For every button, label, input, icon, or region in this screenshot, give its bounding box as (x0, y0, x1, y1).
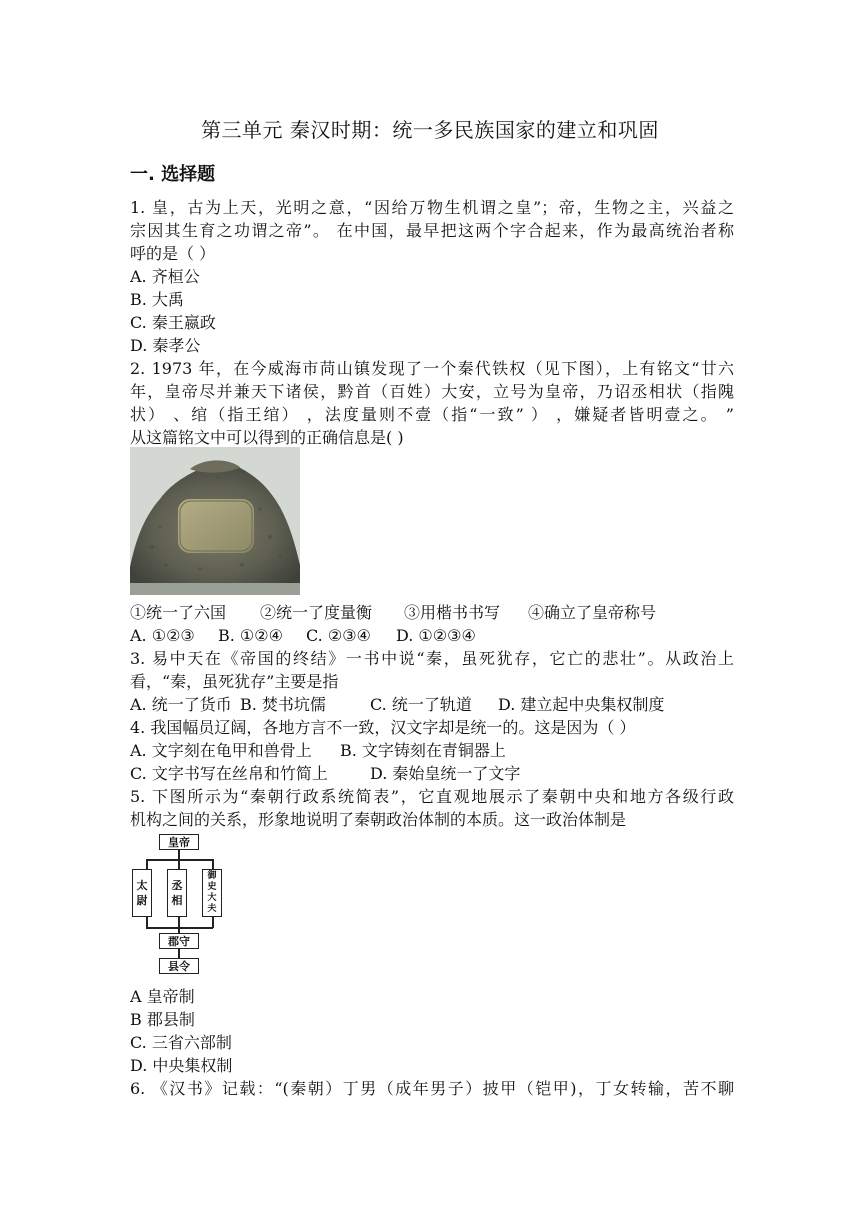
q5-line-1: 5. 下图所示为“秦朝行政系统简表”，它直观地展示了秦朝中央和地方各级行政 (130, 787, 734, 806)
q2-statements (130, 601, 734, 624)
chart-char: 大 (207, 893, 217, 903)
chart-box-yushidafu (202, 869, 222, 917)
q3-line-2: 看，“秦，虽死犹存”主要是指 (130, 672, 339, 691)
q4-option-a: A. 文字刻在龟甲和兽骨上 (130, 741, 312, 760)
q2-line-3: 状） 、绾（指王绾） ，法度量则不壹（指“一致” ） ，嫌疑者皆明壹之。 ” (130, 405, 734, 424)
chart-box-taiwei (132, 869, 152, 917)
q5-option-a: A 皇帝制 (130, 987, 195, 1006)
q2-line-2: 年，皇帝尽并兼天下诸侯，黔首（百姓）大安，立号为皇帝，乃诏丞相状（指隗 (130, 382, 734, 401)
chart-char: 史 (207, 882, 217, 892)
q1-option-b: B. 大禹 (130, 290, 184, 309)
q5-option-d: D. 中央集权制 (130, 1056, 233, 1075)
q4-line: 4. 我国幅员辽阔，各地方言不一致，汉文字却是统一的。这是因为（ ） (130, 718, 636, 737)
q4-option-d: D. 秦始皇统一了文字 (370, 764, 521, 783)
q2-statement-3: ③用楷书书写 (404, 603, 501, 622)
chart-connector (178, 850, 180, 859)
chart-char: 相 (171, 894, 183, 907)
chart-connector (178, 917, 180, 933)
q3-line-1: 3. 易中天在《帝国的终结》一书中说“秦，虽死犹存，它亡的悲壮”。从政治上 (130, 649, 734, 668)
q3-option-d: D. 建立起中央集权制度 (498, 695, 665, 714)
q4-option-b: B. 文字铸刻在青铜器上 (340, 741, 506, 760)
q3-option-c: C. 统一了轨道 (370, 695, 472, 714)
q2-line-1: 2. 1973 年，在今威海市苘山镇发现了一个秦代铁权（见下图），上有铭文“廿六 (130, 359, 734, 378)
q2-option-d: D. ①②③④ (396, 626, 476, 645)
chart-box-xianling: 县令 (159, 958, 199, 974)
q4-option-c: C. 文字书写在丝帛和竹简上 (130, 764, 328, 783)
chart-connector (146, 859, 148, 869)
q1-line-3: 呼的是（ ） (130, 244, 216, 263)
q3-option-a: A. 统一了货币 (130, 695, 232, 714)
chart-char: 丞 (171, 879, 183, 892)
chart-box-junshou: 郡守 (159, 933, 199, 949)
q4-options-row-2 (130, 762, 734, 785)
q1-option-a: A. 齐桓公 (130, 267, 200, 286)
chart-connector (212, 859, 214, 869)
iron-weight-image (130, 447, 300, 595)
iron-weight-photo (130, 447, 300, 595)
q4-options-row-1 (130, 739, 734, 762)
q3-option-b: B. 焚书坑儒 (240, 695, 326, 714)
q5-option-b: B 郡县制 (130, 1010, 195, 1029)
q2-option-b: B. ①②④ (218, 626, 283, 645)
q2-options (130, 624, 734, 647)
chart-connector (146, 927, 213, 929)
chart-char: 御 (207, 871, 217, 881)
chart-box-chengxiang (167, 869, 187, 917)
q2-option-c: C. ②③④ (306, 626, 371, 645)
q1-option-d: D. 秦孝公 (130, 336, 201, 355)
q5-line-2: 机构之间的关系，形象地说明了秦朝政治体制的本质。这一政治体制是 (130, 810, 627, 829)
q1-line-1: 1. 皇，古为上天，光明之意，“因给万物生机谓之皇”；帝，生物之主，兴益之 (130, 198, 734, 217)
section-heading: 一. 选择题 (130, 164, 216, 185)
qin-admin-chart (130, 832, 230, 977)
chart-box-emperor: 皇帝 (159, 834, 199, 850)
q2-option-a: A. ①②③ (130, 626, 195, 645)
q1-option-c: C. 秦王嬴政 (130, 313, 216, 332)
page-title: 第三单元 秦汉时期：统一多民族国家的建立和巩固 (201, 118, 659, 142)
q2-statement-1: ①统一了六国 (130, 603, 227, 622)
q2-statement-4: ④确立了皇帝称号 (528, 603, 657, 622)
chart-char: 尉 (136, 894, 148, 907)
q5-option-c: C. 三省六部制 (130, 1033, 232, 1052)
q1-line-2: 宗因其生育之功谓之帝”。 在中国，最早把这两个字合起来，作为最高统治者称 (130, 221, 734, 240)
q3-options (130, 693, 734, 716)
q6-line-1: 6. 《汉书》记载：“(秦朝）丁男（成年男子）披甲（铠甲)，丁女转输，苦不聊 (130, 1079, 734, 1098)
chart-connector (178, 859, 180, 869)
q2-line-4: 从这篇铭文中可以得到的正确信息是( ) (130, 428, 404, 447)
q2-statement-2: ②统一了度量衡 (260, 603, 373, 622)
chart-connector (178, 949, 180, 958)
chart-char: 太 (136, 879, 148, 892)
chart-char: 夫 (207, 904, 217, 914)
